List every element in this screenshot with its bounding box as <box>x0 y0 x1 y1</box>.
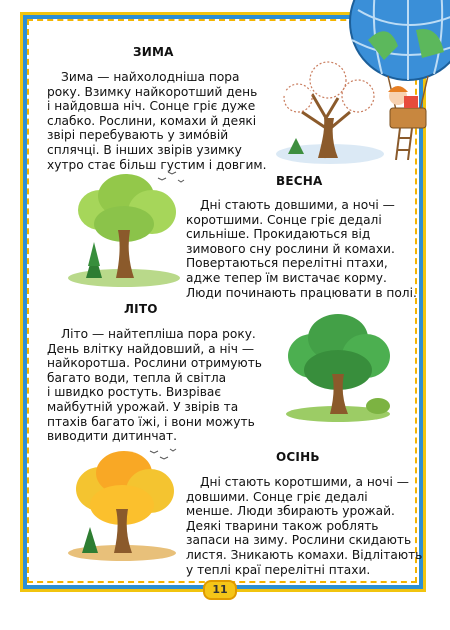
text-line: зимового сну рослини й комахи. <box>186 241 395 256</box>
text-line: птахів багато їжі, і вони можуть <box>47 414 255 429</box>
text-line: адже тепер їм вистачає корму. <box>186 270 387 285</box>
section-title-autumn: ОСІНЬ <box>276 450 320 464</box>
text-line: листя. Зникають комахи. Відлітають <box>186 547 423 562</box>
text-line: сплячці. В інших звірів узимку <box>47 142 242 157</box>
text-line: Деякі тварини також роблять <box>186 518 379 533</box>
text-line: виводити дитинчат. <box>47 429 177 444</box>
text-line: Люди починають працювати в полі. <box>186 285 417 300</box>
text-line: і найдовша ніч. Сонце гріє дуже <box>47 99 256 114</box>
text-line: і швидко ростуть. Визріває <box>47 385 222 400</box>
section-text-winter <box>47 70 266 172</box>
text-line: запаси на зиму. Рослини скидають <box>186 533 412 548</box>
text-line: у теплі краї перелітні птахи. <box>186 562 371 577</box>
text-line: звірі перебувають у зимо́вій <box>47 128 229 143</box>
text-line: багато води, тепла й світла <box>47 370 227 385</box>
text-line: Дні стають довшими, а ночі — <box>200 198 395 212</box>
text-line: коротшими. Сонце гріє дедалі <box>186 212 382 227</box>
section-title-spring: ВЕСНА <box>276 174 323 188</box>
text-line: слабко. Рослини, комахи й деякі <box>47 113 257 128</box>
text-line: Літо — найтепліша пора року. <box>61 327 256 341</box>
section-text-spring <box>186 198 417 300</box>
text-line: менше. Люди збирають урожай. <box>186 504 395 519</box>
text-line: Повертаються перелітні птахи, <box>186 256 388 271</box>
text-line: довшими. Сонце гріє дедалі <box>186 489 368 504</box>
winter-tree-icon <box>268 58 388 168</box>
text-line: найкоротша. Рослини отримують <box>47 356 262 371</box>
text-line: День влітку найдовший, а ніч — <box>47 341 255 356</box>
page-number: 11 <box>203 580 237 600</box>
text-line: сильніше. Прокидаються від <box>186 227 371 242</box>
text-line: Зима — найхолодніша пора <box>61 70 240 84</box>
section-text-summer <box>47 327 262 444</box>
text-line: року. Взимку найкоротший день <box>47 84 258 99</box>
spring-tree-icon <box>60 170 190 288</box>
section-title-summer: ЛІТО <box>124 302 158 316</box>
section-text-autumn <box>186 475 422 577</box>
text-line: майбутній урожай. У звірів та <box>47 399 239 414</box>
summer-tree-icon <box>278 308 398 424</box>
autumn-tree-icon <box>60 445 186 563</box>
text-line: Дні стають коротшими, а ночі — <box>200 475 409 489</box>
text-line: хутро стає більш густим і довгим. <box>47 157 267 172</box>
section-title-winter: ЗИМА <box>133 45 174 59</box>
